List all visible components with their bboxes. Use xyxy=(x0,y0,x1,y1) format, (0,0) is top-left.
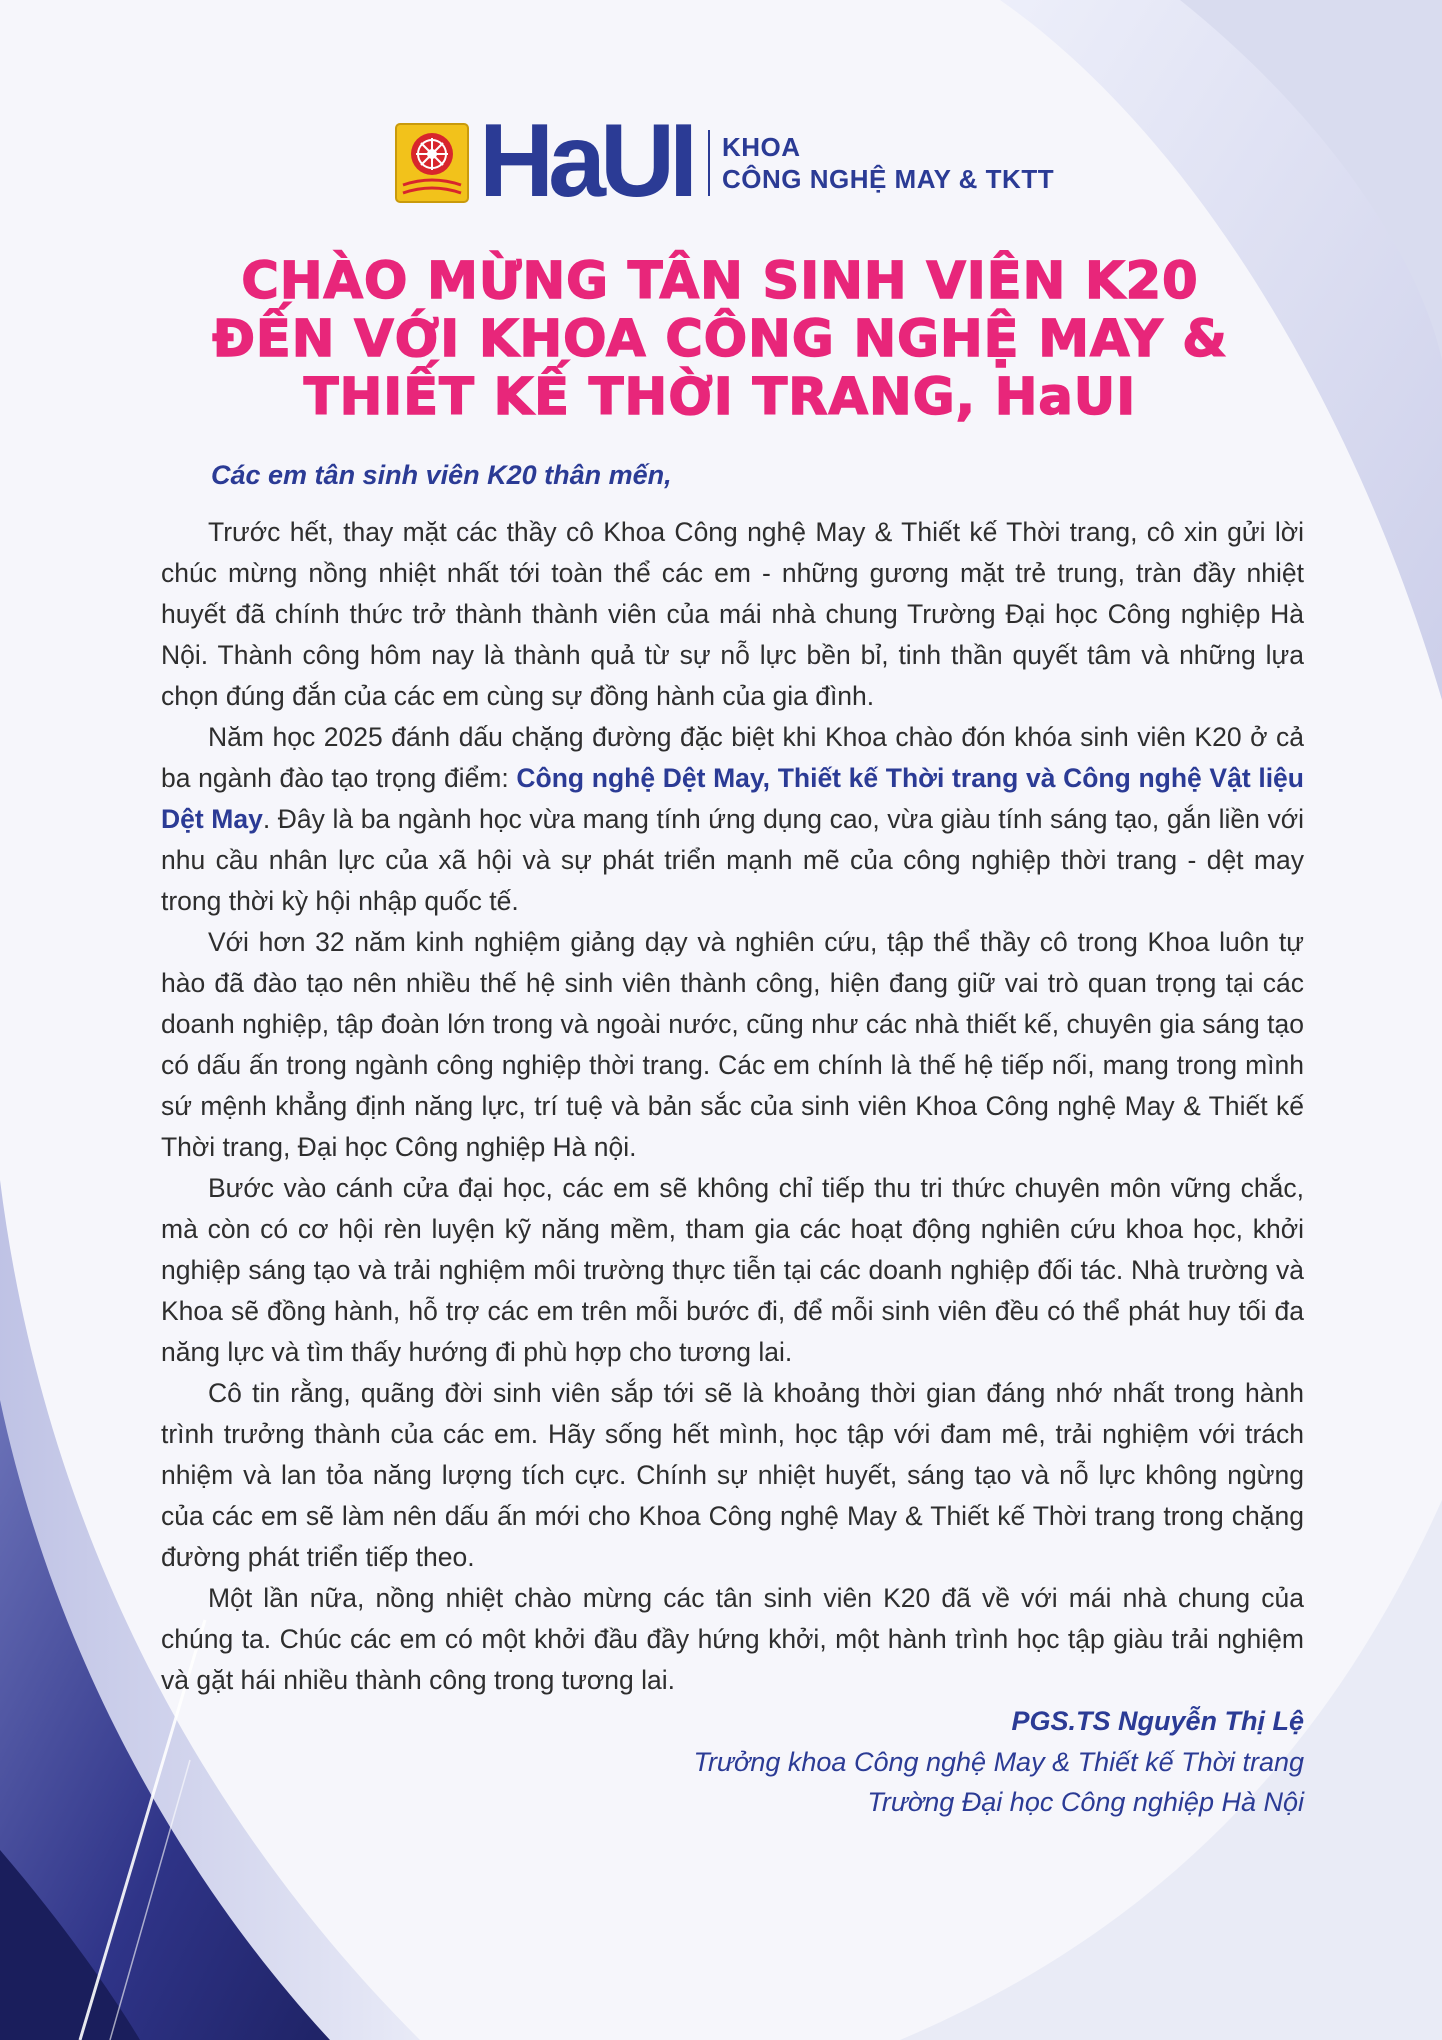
haui-logo-wordmark: HaUI xyxy=(479,103,692,219)
paragraph-1: Trước hết, thay mặt các thầy cô Khoa Công nghệ May & Thiết kế Thời trang, cô xin gửi lời chúc mừng nồng nhiệt nhất tới toàn thể các em - những gương mặt trẻ trung, tràn đầy nhiệt huyết đã chính thức trở thành thành viên của mái nhà chung Trường Đại học Công nghiệp Hà Nội. Thành công hôm nay là thành quả từ sự nỗ lực bền bỉ, tinh thần quyết tâm và những lựa chọn đúng đắn của các em cùng sự đồng hành của gia đình. xyxy=(161,517,1304,711)
signer-organization: Trường Đại học Công nghiệp Hà Nội xyxy=(867,1787,1304,1817)
paragraph-6: Một lần nữa, nồng nhiệt chào mừng các tân sinh viên K20 đã về với mái nhà chung của chúng ta. Chúc các em có một khởi đầu đầy hứng khởi, một hành trình học tập giàu trải nghiệm và gặt hái nhiều thành công trong tương lai. xyxy=(161,1583,1304,1695)
majors-highlight: Công nghệ Dệt May, Thiết kế Thời trang và Công nghệ Vật liệu Dệt May xyxy=(161,763,1304,834)
department-name xyxy=(722,131,1054,195)
header xyxy=(395,103,1055,219)
paragraph-2: Năm học 2025 đánh dấu chặng đường đặc biệt khi Khoa chào đón khóa sinh viên K20 ở cả ba ngành đào tạo trọng điểm: Công nghệ Dệt May, Thiết kế Thời trang và Công nghệ Vật liệu Dệt May. Đây là ba ngành học vừa mang tính ứng dụng cao, vừa giàu tính sáng tạo, gắn liền với nhu cầu nhân lực của xã hội và sự phát triển mạnh mẽ của công nghiệp thời trang - dệt may trong thời kỳ hội nhập quốc tế. xyxy=(161,722,1305,916)
page-title xyxy=(120,253,1320,427)
department-line-2: CÔNG NGHỆ MAY & TKTT xyxy=(721,164,1055,194)
university-seal-icon xyxy=(395,123,469,203)
signer-name: PGS.TS Nguyễn Thị Lệ xyxy=(1011,1706,1304,1736)
greeting: Các em tân sinh viên K20 thân mến, xyxy=(211,460,672,490)
signer-position: Trưởng khoa Công nghệ May & Thiết kế Thời trang xyxy=(693,1747,1304,1777)
department-line-1: KHOA xyxy=(721,132,801,162)
title-line-1: CHÀO MỪNG TÂN SINH VIÊN K20 xyxy=(241,252,1199,311)
title-line-3: THIẾT KẾ THỜI TRANG, HaUI xyxy=(303,368,1137,427)
paragraph-4: Bước vào cánh cửa đại học, các em sẽ không chỉ tiếp thu tri thức chuyên môn vững chắc, mà còn có cơ hội rèn luyện kỹ năng mềm, tham gia các hoạt động nghiên cứu khoa học, khởi nghiệp sáng tạo và trải nghiệm môi trường thực tiễn tại các doanh nghiệp đối tác. Nhà trường và Khoa sẽ đồng hành, hỗ trợ các em trên mỗi bước đi, để mỗi sinh viên đều có thể phát huy tối đa năng lực và tìm thấy hướng đi phù hợp cho tương lai. xyxy=(161,1173,1304,1367)
logo-divider xyxy=(708,130,710,196)
letter-body xyxy=(161,454,1304,1701)
paragraph-3: Với hơn 32 năm kinh nghiệm giảng dạy và nghiên cứu, tập thể thầy cô trong Khoa luôn tự hào đã đào tạo nên nhiều thế hệ sinh viên thành công, hiện đang giữ vai trò quan trọng tại các doanh nghiệp, tập đoàn lớn trong và ngoài nước, cũng như các nhà thiết kế, chuyên gia sáng tạo có dấu ấn trong ngành công nghiệp thời trang. Các em chính là thế hệ tiếp nối, mang trong mình sứ mệnh khẳng định năng lực, trí tuệ và bản sắc của sinh viên Khoa Công nghệ May & Thiết kế Thời trang, Đại học Công nghiệp Hà nội. xyxy=(161,927,1304,1162)
signature-block xyxy=(693,1700,1304,1822)
title-line-2: ĐẾN VỚI KHOA CÔNG NGHỆ MAY & xyxy=(212,310,1228,369)
paragraph-5: Cô tin rằng, quãng đời sinh viên sắp tới sẽ là khoảng thời gian đáng nhớ nhất trong hành trình trưởng thành của các em. Hãy sống hết mình, học tập với đam mê, trải nghiệm với trách nhiệm và lan tỏa năng lượng tích cực. Chính sự nhiệt huyết, sáng tạo và nỗ lực không ngừng của các em sẽ làm nên dấu ấn mới cho Khoa Công nghệ May & Thiết kế Thời trang trong chặng đường phát triển tiếp theo. xyxy=(161,1378,1304,1572)
